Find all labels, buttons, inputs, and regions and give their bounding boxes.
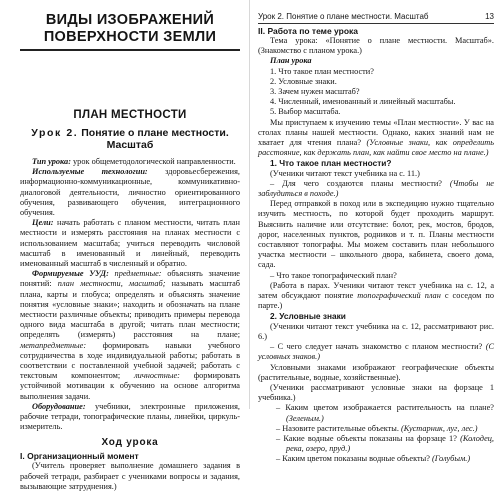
chapter-rule: [20, 49, 240, 51]
paragraph: [258, 281, 494, 312]
paragraph-text: (Работа в парах. Ученики читают текст учебника на с. 12, а затем обсуждают понятие: [258, 280, 494, 301]
list-item: – Каким цветом показаны водные объекты? (Голубым.): [276, 454, 471, 464]
lesson-prefix: Урок 2.: [31, 127, 79, 139]
question-text: Каким цветом показаны водные объекты?: [282, 454, 432, 464]
answer-italic: (Чтобы не заблудиться в походе.): [258, 178, 494, 199]
plan-title: План урока: [270, 56, 312, 66]
paragraph: Условными знаками изображают географические объекты (растительные, водные, хозяйственные).: [258, 362, 494, 382]
paragraph-text: учебники, электронные приложения, рабочие тетради, топографические планы, линейки, циркуль-измеритель.: [20, 401, 240, 432]
question-text: – Для чего создаются планы местности?: [270, 178, 450, 188]
plan-item: 4. Численный, именованный и линейный масштабы.: [270, 97, 456, 107]
paragraph: Перед отправкой в поход или в экспедицию нужно тщательно изучить местность, по которой будет проходить маршрут. Выяснить наличие или отсутствие: болот, рек, мостов, бродов, дорог, населенных пунктов, родников и т. п. Планы местности составляют топографы. Мы можем составить план небольшого участка местности – школьного двора, кабинета, своего дома, сада.: [258, 199, 494, 270]
paragraph-label: Оборудование:: [32, 401, 86, 411]
plan-item: 2. Условные знаки.: [270, 76, 337, 86]
running-head-title: Урок 2. Понятие о плане местности. Масштаб: [258, 12, 429, 21]
subsection-1-title: 1. Что такое план местности?: [270, 158, 392, 169]
question-text: Назовите растительные объекты.: [282, 423, 402, 433]
answer-italic: (Кустарник, луг, лес.): [401, 423, 478, 433]
technologies-paragraph: [20, 167, 240, 218]
paragraph-text: Мы приступаем к изучению темы «План местности». У вас на столах планы нашей местности. Однако, каких знаний нам не хватает для чтения плана?: [258, 117, 494, 148]
paragraph-label: Тип урока:: [32, 157, 71, 166]
question: – Что такое топографический план?: [270, 270, 397, 280]
right-page: [252, 0, 500, 464]
paragraph-italic: план местности, масштаб;: [57, 279, 166, 289]
paragraph-text-2: с соседом по парте.): [258, 291, 494, 311]
subsection-2-title: 2. Условные знаки: [270, 311, 346, 322]
question-text: Каким цветом изображается растительность на плане?: [285, 403, 494, 413]
paragraph: (Ученики читают текст учебника на с. 11.): [270, 168, 420, 178]
paragraph: [258, 118, 494, 159]
course-title: Ход урока: [101, 437, 159, 449]
paragraph-label: Формируемые УУД:: [32, 269, 109, 279]
paragraph: (Ученики читают текст учебника на с. 12, рассматривают рис. 6.): [258, 321, 494, 341]
lesson-type-paragraph: [20, 157, 240, 167]
paragraph-text-4: формировать устойчивой мотивации к обучению на основе алгоритма выполнения задачи.: [20, 371, 241, 401]
uud-paragraph: [20, 269, 240, 402]
answer-italic: (С условных знаков.): [258, 342, 494, 362]
intro-paragraph: Тема урока: «Понятие о плане местности. Масштаб». (Знакомство с планом урока.): [258, 36, 494, 56]
question: [258, 179, 494, 199]
running-head: [258, 0, 494, 24]
plan-item: 3. Зачем нужен масштаб?: [270, 87, 360, 97]
paragraph-text-3: формировать навыки учебного сотрудничества в ходе индивидуальной работы; работать в соответствии с поставленной учебной задачей; работать с текстовым компонентом;: [20, 340, 240, 381]
question-text: Какие водные объекты показаны на форзаце 1?: [283, 433, 461, 443]
equipment-paragraph: [20, 402, 240, 433]
paragraph-sublabel: предметные:: [108, 269, 162, 279]
question: [258, 342, 494, 362]
paragraph-italic-3: личностные:: [134, 371, 180, 381]
question-text: – С чего следует начать знакомство с планом местности?: [270, 342, 486, 352]
goals-paragraph: [20, 218, 240, 269]
paragraph-text: урок общеметодологической направленности.: [70, 157, 236, 166]
list-item: – Назовите растительные объекты. (Кустарник, луг, лес.): [276, 423, 478, 433]
paragraph-italic: (Условные знаки, как определить расстояние, как держать план, как найти свое место на плане.): [258, 138, 494, 158]
chapter-title-line-2: ПОВЕРХНОСТИ ЗЕМЛИ: [43, 29, 217, 45]
paragraph-text: объяснять значение понятий:: [20, 269, 240, 289]
chapter-title: [20, 12, 240, 46]
paragraph-label: Используемые технологии:: [32, 167, 148, 177]
lesson-name: Понятие о плане местности. Масштаб: [81, 127, 229, 151]
plan-item: 5. Выбор масштаба.: [270, 107, 341, 117]
stage-1-title: I. Организационный момент: [20, 451, 139, 462]
page-gutter: [249, 0, 250, 409]
answer-italic: (Голубым.): [431, 454, 471, 464]
lesson-title: [20, 127, 240, 151]
answer-italic: (Зеленым.): [286, 413, 324, 423]
page-number: 13: [485, 12, 494, 21]
answer-italic: (Колодец, река, озеро, пруд.): [286, 433, 494, 454]
stage-2-title: II. Работа по теме урока: [258, 26, 359, 36]
paragraph-italic-2: метапредметные:: [20, 340, 87, 350]
paragraph-text-2: называть масштаб плана, карты и глобуса; определять и объяснять значение понятия «условные знаки»; находить и обозначать на плане местности различные объекты; приводить примеры перевода одного вида масштаба в другой; читать план местности; определять (измерять) расстояния на плане;: [20, 279, 240, 340]
paragraph-text: начать работать с планом местности, читать план местности и измерять расстояния на планах местности с использованием масштаба; учиться переводить числовой масштаб в именованный и линейный, переводить именованный масштаб в численный и обратно.: [20, 218, 240, 269]
paragraph-text: здоровьесбережения, информационно-коммуникационные, коммуникативно-диалоговой деятельности, личностно ориентированного обучения, развивающего обучения, интеграционного обучения.: [20, 167, 240, 218]
plan-item: 1. Что такое план местности?: [270, 66, 374, 76]
list-item: – Какие водные объекты показаны на форзаце 1? (Колодец, река, озеро, пруд.): [276, 433, 494, 454]
paragraph-italic: топографический план: [357, 291, 441, 301]
paragraph-label: Цели:: [32, 218, 54, 228]
stage-1-text: (Учитель проверяет выполнение домашнего задания в рабочей тетради, разбирает с учениками вопросы и задания, вызывающие затруднения.): [20, 461, 240, 491]
paragraph: (Ученики рассматривают условные знаки на форзаце 1 учебника.): [258, 382, 494, 403]
chapter-title-line-1: ВИДЫ ИЗОБРАЖЕНИЙ: [45, 12, 215, 28]
left-page: [0, 0, 248, 491]
section-title: ПЛАН МЕСТНОСТИ: [73, 109, 187, 121]
list-item: – Каким цветом изображается растительность на плане? (Зеленым.): [276, 403, 494, 423]
